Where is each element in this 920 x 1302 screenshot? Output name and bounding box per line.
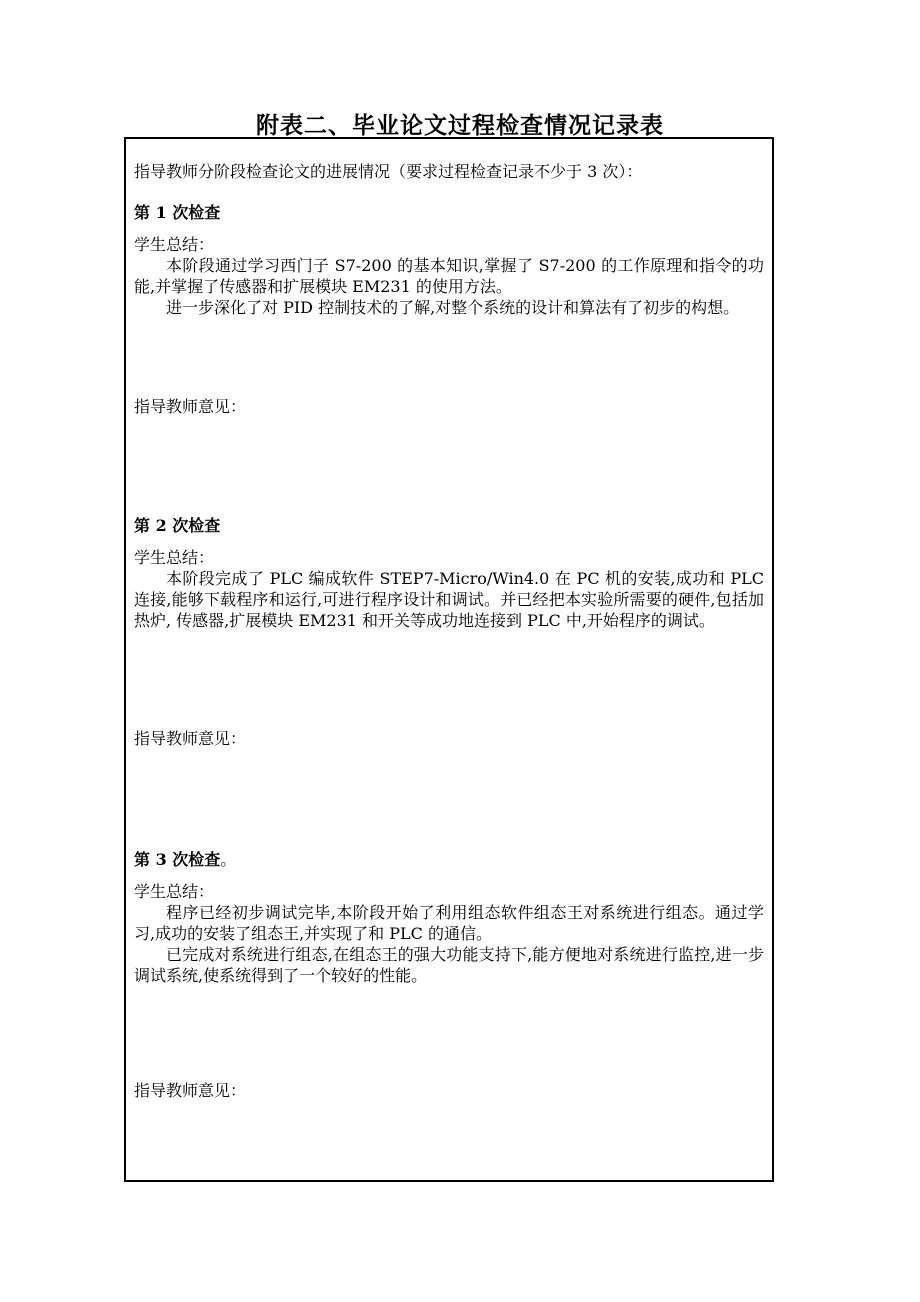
check-3-heading-line [134,849,764,870]
record-table [124,137,774,1182]
check-1-summary [134,234,764,318]
check-2-advisor-label: 指导教师意见： [134,729,247,748]
check-2-summary [134,547,764,631]
check-3-advisor-label: 指导教师意见： [134,1081,247,1100]
check-3-paragraph-1: 程序已经初步调试完毕,本阶段开始了利用组态软件组态王对系统进行组态。通过学习,成功的安装了组态王,并实现了和 PLC 的通信。 [134,903,764,943]
check-2-summary-label: 学生总结： [134,548,215,567]
check-1-paragraph-1: 本阶段通过学习西门子 S7-200 的基本知识,掌握了 S7-200 的工作原理和指令的功能,并掌握了传感器和扩展模块 EM231 的使用方法。 [134,256,764,296]
check-2-paragraph-1: 本阶段完成了 PLC 编成软件 STEP7-Micro/Win4.0 在 PC 机的安装,成功和 PLC 连接,能够下载程序和运行,可进行程序设计和调试。并已经把本实验所需要的硬件,包括加热炉, 传感器,扩展模块 EM231 和开关等成功地连接到 PLC 中,开始程序的调试。 [134,569,764,630]
page-title: 附表二、毕业论文过程检查情况记录表 [256,112,664,139]
check-1-advisor-label: 指导教师意见： [134,397,247,416]
check-3-summary-label: 学生总结： [134,882,215,901]
check-3-heading: 第 3 次检查 [134,850,221,869]
intro-text [134,161,764,182]
check-3-paragraph-2: 已完成对系统进行组态,在组态王的强大功能支持下,能方便地对系统进行监控,进一步调试系统,使系统得到了一个较好的性能。 [134,945,764,985]
check-1-summary-label: 学生总结： [134,235,215,254]
intro-line: 指导教师分阶段检查论文的进展情况（要求过程检查记录不少于 3 次）： [134,162,643,181]
check-1-paragraph-2: 进一步深化了对 PID 控制技术的了解,对整个系统的设计和算法有了初步的构想。 [166,298,740,317]
check-1-heading: 第 1 次检查 [134,203,221,222]
check-3-summary [134,881,764,986]
check-3-heading-suffix: 。 [220,850,237,869]
check-2-heading: 第 2 次检查 [134,516,221,535]
